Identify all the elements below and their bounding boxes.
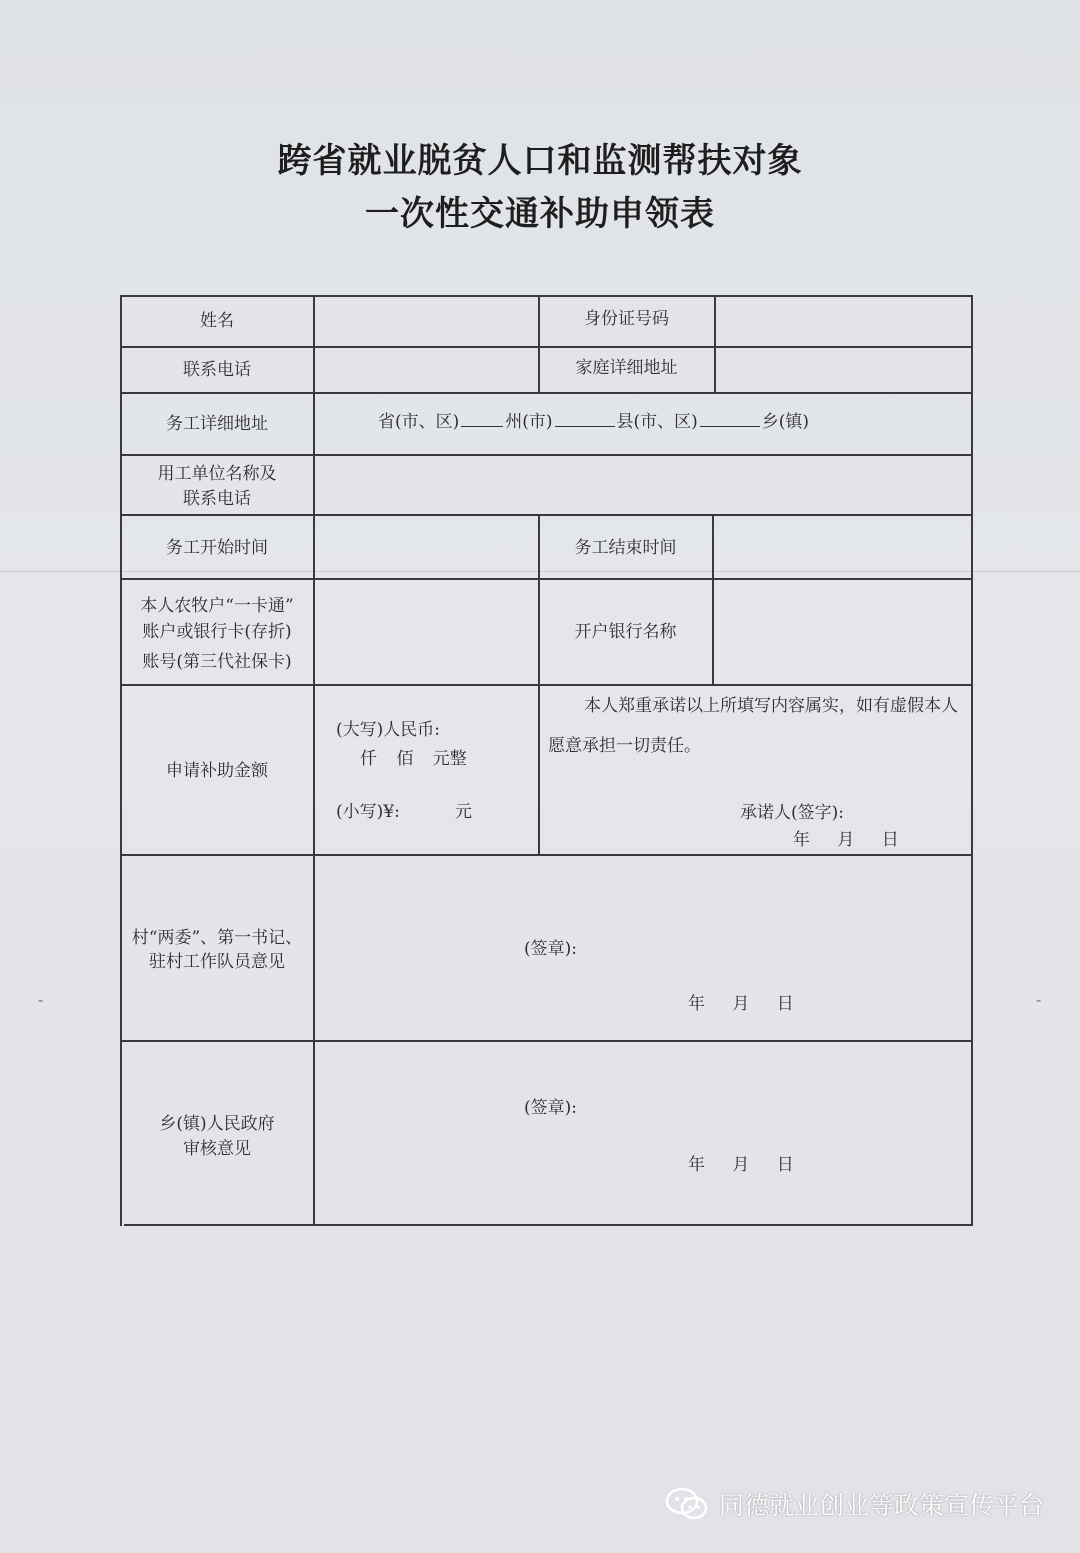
pledge-line1: 本人郑重承诺以上所填写内容属实，如有虚假本人 [584,696,958,716]
home-address-label: 家庭详细地址 [575,358,678,378]
margin-mark: - [1036,990,1042,1009]
form-title-line2: 一次性交通补助申领表 [365,194,715,234]
margin-mark: - [38,990,44,1009]
prefecture-text: 州(市) [505,412,553,432]
row-line [120,684,972,686]
id-number-field[interactable] [717,297,970,345]
home-address-field[interactable] [717,348,970,391]
wechat-icon [665,1486,709,1522]
township-opinion-label-line1: 乡(镇)人民政府 [159,1114,275,1134]
pledge-date: 年 月 日 [793,830,899,850]
table-border-right [971,295,973,1226]
employer-field[interactable] [316,456,970,513]
amount-upper-units: 仟 佰 元整 [360,749,467,769]
township-opinion-label-line2: 审核意见 [183,1139,251,1159]
account-number-field[interactable] [316,580,537,683]
amount-lower-label: (小写)¥: [336,802,400,822]
row-line [120,1040,972,1042]
table-border-bottom [124,1224,972,1226]
village-opinion-label-line1: 村“两委”、第一书记、 [131,928,303,948]
amount-upper-label: (大写)人民币: [336,720,440,740]
amount-lower-unit: 元 [455,802,472,822]
label-column-line [313,295,315,1226]
start-time-label: 务工开始时间 [166,538,268,558]
mid-column-line [714,295,716,393]
watermark-text: 同德就业创业等政策宣传平台 [718,1491,1044,1520]
start-time-field[interactable] [316,516,537,577]
township-text: 乡(镇) [761,412,810,432]
account-label-line2: 账户或银行卡(存折) [142,622,292,642]
bank-name-label: 开户银行名称 [574,622,677,642]
phone-label: 联系电话 [183,360,251,380]
prefecture-blank[interactable] [555,410,615,427]
name-label: 姓名 [200,311,234,331]
township-seal-label: (签章): [524,1098,577,1118]
employer-label-line1: 用工单位名称及 [157,464,277,484]
row-line [120,854,972,856]
name-field[interactable] [316,297,537,345]
village-date: 年 月 日 [688,994,794,1014]
province-blank[interactable] [461,410,503,427]
account-label-line1: 本人农牧户“一卡通” [140,596,294,616]
township-date: 年 月 日 [688,1155,794,1175]
village-opinion-label-line2: 驻村工作队员意见 [149,952,285,972]
bank-name-field[interactable] [715,580,970,683]
county-blank[interactable] [700,410,760,427]
wechat-watermark [665,1484,1044,1524]
form-title-line1: 跨省就业脱贫人口和监测帮扶对象 [277,141,803,181]
village-seal-label: (签章): [524,939,577,959]
work-address-label: 务工详细地址 [166,414,268,434]
mid-column-line [712,514,714,685]
end-time-label: 务工结束时间 [574,538,677,558]
employer-label-line2: 联系电话 [183,489,251,509]
account-label-line3: 账号(第三代社保卡) [142,652,292,672]
end-time-field[interactable] [715,516,970,577]
pledge-line2: 愿意承担一切责任。 [548,736,701,756]
row-line [120,392,972,394]
pledge-signer-label: 承诺人(签字): [740,803,844,823]
id-number-label: 身份证号码 [584,309,669,329]
mid-column-line [538,514,540,855]
phone-field[interactable] [316,348,537,391]
county-text: 县(市、区) [616,412,698,432]
province-text: 省(市、区) [378,412,460,432]
amount-label: 申请补助金额 [166,761,268,781]
work-address-template [378,410,809,435]
